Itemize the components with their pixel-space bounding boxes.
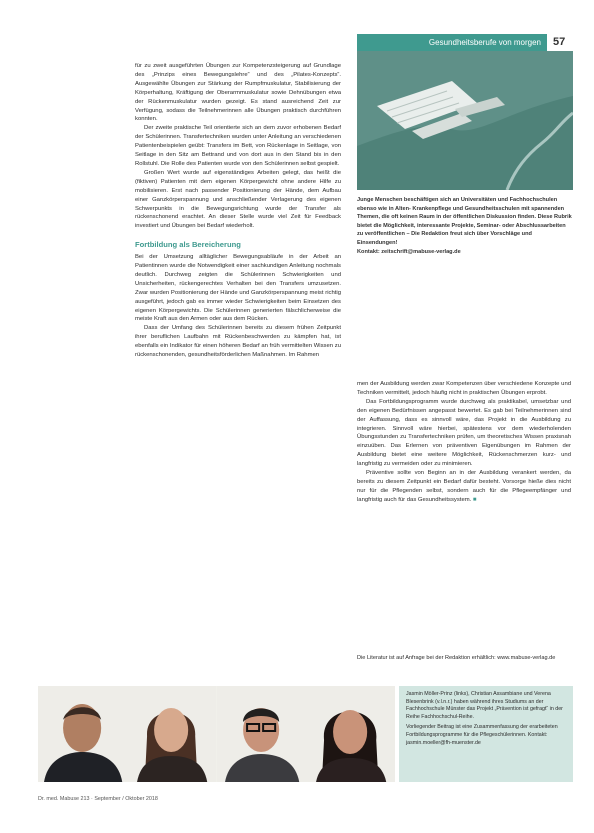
caption-call: – Die Redaktion freut sich über Vorschläge und Einsendungen!: [357, 231, 532, 246]
author-summary: Vorliegender Beitrag ist eine Zusammenfassung der erarbeiteten Fortbildungsprogramme für die Pflegeschülerinnen. Kontakt: jasmin.moeller@fh-muenster.de: [406, 724, 558, 746]
article-paragraph: Dass der Umfang des Schülerinnen bereits zu diesem frühen Zeitpunkt ihrer beruflichen Laufbahn mit Rückenbeschwerden zu kämpfen hat, ist ebenfalls ein Indikator für einen höheren Bedarf an früh vermittelten Wissen zu rückenschonenden, gesundheitsförderlichen Maßnahmen. Im Rahmen: [135, 325, 341, 359]
photo-caption: [357, 196, 573, 256]
article-paragraph: Bei der Umsetzung alltäglicher Bewegungsabläufe in der Arbeit an Patientinnen wurde die Notwendigkeit einer sachkundigen Anleitung nochmals deutlich. Durchweg zeigten die Schülerinnen Schwierigkeiten und Unsicherheiten, rückengerechtes Verhalten bei den Transfers umzusetzen. Zwar wurden Positionierung der Hände und Ganzkörperspannung meist richtig ausgeführt, jedoch gab es immer wieder Schwierigkeiten beim Einsetzen des eigenen Körpergewichts. Die Schülerinnen generierten fälschlicherweise die meiste Kraft aus den Armen oder aus dem Rücken.: [135, 254, 341, 323]
author-info-box: [399, 686, 573, 782]
section-title-bar: [357, 34, 547, 51]
author-photo-2: [127, 686, 216, 782]
article-paragraph: Der zweite praktische Teil orientierte sich an dem zuvor erhobenen Bedarf der Schülerinnen. Transfertechniken wurden unter Anleitung an verschiedenen Patientenbeispielen geübt: Transfers im Bett, von Rückenlage in Seitlage, von Seitlage in den Sitz am Bettrand und von dort aus in den Stand bis in den Rollstuhl. Die Rolle des Patienten wurde von den Schülerinnen selbst gespielt.: [135, 125, 341, 167]
article-right-column: [357, 380, 571, 505]
section-heading: Fortbildung als Bereicherung: [135, 240, 241, 250]
article-paragraph-text: Präventive sollte von Beginn an in der Ausbildung verankert werden, da bereits zu diesem Zeitpunkt ein Bedarf dafür besteht. Vorsorge hieße dies nicht nur für die Pflegenden selbst, sondern auch für die Pflegeempfänger und langfristig auch für das Gesundheitssystem.: [357, 470, 571, 503]
article-paragraph: Das Fortbildungsprogramm wurde durchweg als praktikabel, umsetzbar und den eigenen Bedürfnissen angepasst bewertet. Es gab bei Teilnehmerinnen sind der Auffassung, dass es sinnvoll wäre, das Projekt in die Ausbildung zu integrieren. Sinnvoll wäre hierbei, spätestens vor dem wiederholenden Übungsstunden zu Transfertechniken prüfen, um theoretisches Wissen praxisnah einzuüben. Das Erlernen von präventiven Eigenübungen im Rahmen der Ausbildung bietet eine weitere Möglichkeit, Rückenschmerzen kurz- und langfristig zu vermeiden oder zu minimieren.: [357, 398, 571, 468]
article-paragraph: men der Ausbildung werden zwar Kompetenzen über verschiedene Konzepte und Techniken vermittelt, jedoch häufig nicht in praktischen Übungen erprobt.: [357, 381, 571, 396]
caption-lead: Junge Menschen beschäftigen sich an Universitäten und Fachhochschulen ebenso wie in Alten- Krankenpflege und Gesundheitsschulen mit spannenden Themen, die oft keinen Raum in der öffentlichen Diskussion finden. Diese Rubrik bietet die Möglichkeit, interessante Projekte, Seminar- oder Abschlussarbeiten zu veröffentlichen: [357, 197, 572, 238]
caption-contact: Kontakt: zeitschrift@mabuse-verlag.de: [357, 248, 461, 255]
page-footer: Dr. med. Mabuse 213 · September / Oktober 2018: [38, 796, 158, 802]
article-paragraph: Großen Wert wurde auf eigenständiges Arbeiten gelegt, das heißt die (fiktiven) Patienten mit dem eigenen Körpergewicht ohne andere Hilfe zu mobilisieren. Erst nach passender Positionierung der Hände, dem Aufbau einer Ganzkörperspannung und anschließender Verlagerung des eigenen Schwerpunkts in die Bewegungsrichtung wurde der Transfer als rückenschonend erachtet. An dieser Stelle wurde viel Zeit für Feedback investiert und Übungen bei Bedarf wiederholt.: [135, 169, 341, 230]
article-left-column: [135, 62, 341, 360]
author-photo-3: [217, 686, 306, 782]
page-number: 57: [553, 36, 566, 48]
author-photo-1: [38, 686, 127, 782]
aerial-photo: [357, 51, 573, 190]
section-title: Gesundheitsberufe von morgen: [428, 38, 541, 47]
author-names: Jasmin Möller-Prinz (links), Christian Assambiane und Verena Blesenbrink (v.l.n.r.) haben während ihres Studiums an der Fachhochschule Münster das Projekt „Prävention ist gefragt“ in der Reihe Fachhochschul-Reihe.: [406, 691, 563, 720]
article-paragraph: [357, 469, 571, 505]
literature-note: Die Literatur ist auf Anfrage bei der Redaktion erhältlich: www.mabuse-verlag.de: [357, 655, 556, 661]
end-mark: ■: [472, 496, 477, 503]
article-paragraph: für zu zweit ausgeführten Übungen zur Kompetenzsteigerung auf Grundlage des „Prinzips eines Bewegungslehre“ und des „Pilates-Konzepts“. Ausgewählte Übungen zur Stärkung der Rumpfmuskulatur, Stabilisierung der Körperhaltung, Kräftigung der Oberarmmuskulatur sowie Dehnübungen etwa der Rückenmuskulatur wurden gezeigt. Es stand ausreichend Zeit zur Verfügung, sodass die Teilnehmerinnen alle Übungen praktisch durchführen konnten.: [135, 63, 341, 123]
author-photos: [38, 686, 395, 782]
author-photo-4: [306, 686, 395, 782]
